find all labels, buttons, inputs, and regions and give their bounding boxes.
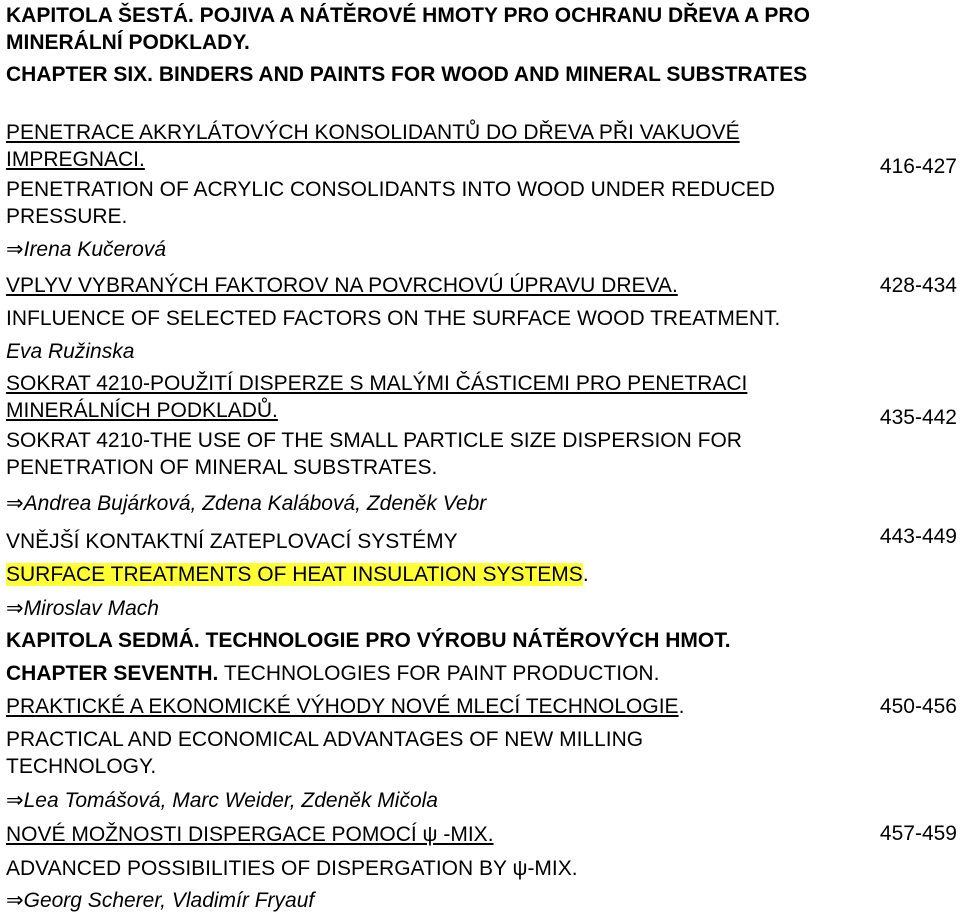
entry-3-pages: 435-442 (879, 406, 957, 429)
entry-1-title-en: PENETRATION OF ACRYLIC CONSOLIDANTS INTO WOOD UNDER REDUCED PRESSURE. (6, 178, 775, 228)
entry-4-authors (6, 595, 866, 622)
arrow-icon: ⇒ (6, 492, 24, 515)
entry-6-pages: 457-459 (879, 822, 957, 845)
chapter-seven-heading-en (6, 660, 866, 687)
arrow-icon: ⇒ (6, 789, 24, 812)
entry-3-title-cz[interactable]: SOKRAT 4210-POUŽITÍ DISPERZE S MALÝMI ČÁSTICEMI PRO PENETRACI MINERÁLNÍCH PODKLADŮ. (6, 372, 748, 422)
entry-5-title-cz-tail: . (678, 695, 685, 718)
chapter-six-heading-cz: KAPITOLA ŠESTÁ. POJIVA A NÁTĚROVÉ HMOTY PRO OCHRANU DŘEVA A PRO MINERÁLNÍ PODKLADY. (6, 4, 810, 54)
entry-4-title-en: SURFACE TREATMENTS OF HEAT INSULATION SYSTEMS (6, 563, 583, 586)
entry-1-authors-text: Irena Kučerová (23, 238, 167, 261)
entry-5-title-cz-line (6, 693, 866, 720)
entry-6-title-cz[interactable] (6, 823, 494, 846)
chapter-seven-heading-en-bold: CHAPTER SEVENTH. (6, 662, 219, 685)
entry-2-title-cz[interactable]: VPLYV VYBRANÝCH FAKTOROV NA POVRCHOVÚ ÚPRAVU DREVA. (6, 274, 678, 297)
entry-4-title-en-tail: . (582, 563, 589, 586)
entry-6-authors (6, 887, 866, 914)
entry-6-title-en-post: -MIX. (527, 857, 578, 880)
chapter-seven-heading-en-rest: TECHNOLOGIES FOR PAINT PRODUCTION. (218, 662, 660, 685)
entry-3-authors-text: Andrea Bujárková, Zdena Kalábová, Zdeněk Vebr (23, 492, 487, 515)
arrow-icon: ⇒ (6, 597, 24, 620)
entry-5-authors-text: Lea Tomášová, Marc Weider, Zdeněk Mičola (23, 789, 438, 812)
entry-1-authors (6, 236, 866, 263)
entry-4-title-en-line (6, 561, 866, 588)
chapter-seven-heading-cz: KAPITOLA SEDMÁ. TECHNOLOGIE PRO VÝROBU NÁTĚROVÝCH HMOT. (6, 629, 731, 652)
entry-3-title-en: SOKRAT 4210-THE USE OF THE SMALL PARTICLE SIZE DISPERSION FOR PENETRATION OF MINERAL SUBSTRATES. (6, 429, 742, 479)
entry-6-title-en (6, 855, 866, 882)
entry-6-authors-text: Georg Scherer, Vladimír Fryauf (23, 889, 315, 912)
entry-2-authors: Eva Ružinska (6, 340, 135, 363)
entry-5-title-cz[interactable]: PRAKTICKÉ A EKONOMICKÉ VÝHODY NOVÉ MLECÍ TECHNOLOGIE (6, 695, 679, 718)
entry-4-authors-text: Miroslav Mach (23, 597, 159, 620)
arrow-icon: ⇒ (6, 238, 24, 261)
entry-2-pages: 428-434 (879, 274, 957, 297)
psi-symbol-icon: ψ (512, 857, 528, 880)
entry-6-title-cz-post: -MIX. (437, 823, 494, 846)
entry-5-title-en: PRACTICAL AND ECONOMICAL ADVANTAGES OF NEW MILLING TECHNOLOGY. (6, 728, 644, 778)
entry-4-title-cz: VNĚJŠÍ KONTAKTNÍ ZATEPLOVACÍ SYSTÉMY (6, 530, 458, 553)
entry-4-pages: 443-449 (879, 525, 957, 548)
entry-5-pages: 450-456 (879, 695, 957, 718)
psi-symbol-icon: ψ (422, 823, 438, 846)
entry-3-authors (6, 490, 866, 517)
entry-1-title-cz[interactable]: PENETRACE AKRYLÁTOVÝCH KONSOLIDANTŮ DO DŘEVA PŘI VAKUOVÉ IMPREGNACI. (6, 121, 740, 171)
entry-6-title-cz-line[interactable] (6, 821, 866, 848)
entry-6-title-cz-pre: NOVÉ MOŽNOSTI DISPERGACE POMOCÍ (6, 823, 423, 846)
entry-6-title-en-pre: ADVANCED POSSIBILITIES OF DISPERGATION BY (6, 857, 513, 880)
entry-2-title-en: INFLUENCE OF SELECTED FACTORS ON THE SURFACE WOOD TREATMENT. (6, 307, 781, 330)
chapter-six-heading-en: CHAPTER SIX. BINDERS AND PAINTS FOR WOOD AND MINERAL SUBSTRATES (6, 63, 808, 86)
arrow-icon: ⇒ (6, 889, 24, 912)
entry-5-authors (6, 787, 866, 814)
entry-1-pages: 416-427 (879, 155, 957, 178)
